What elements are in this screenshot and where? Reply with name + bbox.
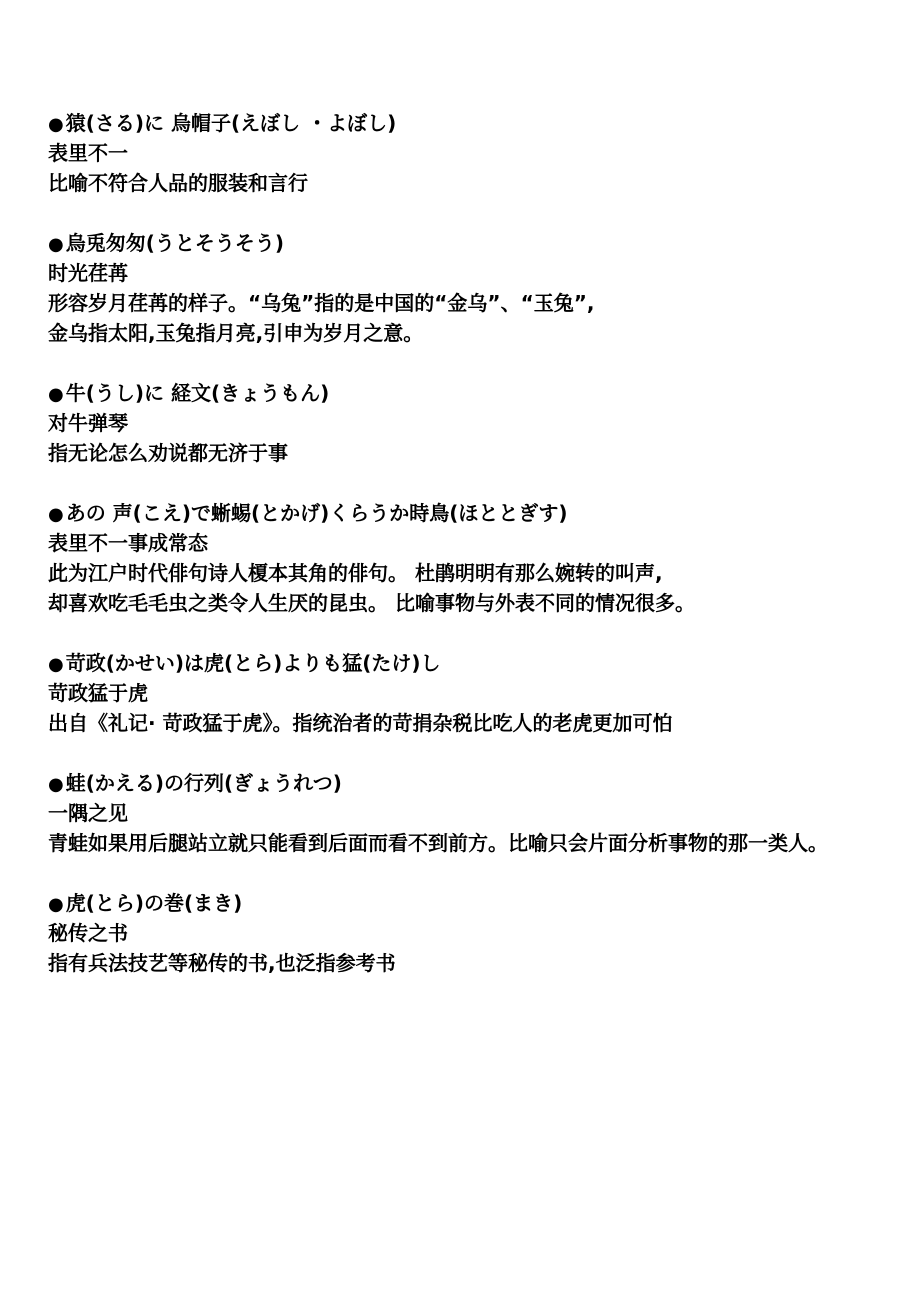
entry-heading xyxy=(48,108,908,138)
entry-line: 出自《礼记· 苛政猛于虎》。指统治者的苛捐杂税比吃人的老虎更加可怕 xyxy=(48,711,673,735)
entry-saru xyxy=(48,108,908,198)
bullet-icon: ● xyxy=(48,234,64,255)
entry-heading-text: 虎(とら)の巻(まき) xyxy=(65,891,243,915)
entry-line: 对牛弹琴 xyxy=(48,411,128,435)
bullet-icon: ● xyxy=(48,504,64,525)
entry-heading-text: 蛙(かえる)の行列(ぎょうれつ) xyxy=(65,771,342,795)
entry-line: 指无论怎么劝说都无济于事 xyxy=(48,441,288,465)
entry-line: 比喻不符合人品的服装和言行 xyxy=(48,171,308,195)
entry-heading xyxy=(48,648,908,678)
entry-line: 一隅之见 xyxy=(48,801,128,825)
document-body xyxy=(48,108,908,1008)
entry-heading-text: 猿(さる)に 烏帽子(えぼし ・よぼし) xyxy=(65,111,397,135)
bullet-icon: ● xyxy=(48,114,64,135)
entry-heading-text: 牛(うし)に 経文(きょうもん) xyxy=(65,381,330,405)
bullet-icon: ● xyxy=(48,774,64,795)
entry-line: 金乌指太阳,玉兔指月亮,引申为岁月之意。 xyxy=(48,321,424,345)
entry-heading xyxy=(48,378,908,408)
entry-line: 却喜欢吃毛毛虫之类令人生厌的昆虫。 比喻事物与外表不同的情况很多。 xyxy=(48,591,695,615)
entry-heading xyxy=(48,228,908,258)
entry-line: 青蛙如果用后腿站立就只能看到后面而看不到前方。比喻只会片面分析事物的那一类人。 xyxy=(48,831,828,855)
entry-line: 指有兵法技艺等秘传的书,也泛指参考书 xyxy=(48,951,396,975)
entry-line: 苛政猛于虎 xyxy=(48,681,148,705)
entry-heading-text: 苛政(かせい)は虎(とら)よりも猛(たけ)し xyxy=(65,651,441,675)
entry-heading-text: 烏兎匆匆(うとそうそう) xyxy=(65,231,284,255)
entry-hototogisu xyxy=(48,498,908,618)
entry-uto xyxy=(48,228,908,348)
entry-heading xyxy=(48,768,908,798)
entry-line: 形容岁月荏苒的样子。“乌兔”指的是中国的“金乌”、“玉兔”, xyxy=(48,291,595,315)
entry-line: 表里不一事成常态 xyxy=(48,531,208,555)
bullet-icon: ● xyxy=(48,894,64,915)
entry-heading xyxy=(48,498,908,528)
bullet-icon: ● xyxy=(48,384,64,405)
entry-heading-text: あの 声(こえ)で蜥蜴(とかげ)くらうか時鳥(ほととぎす) xyxy=(65,501,568,525)
entry-ushi xyxy=(48,378,908,468)
entry-kasei xyxy=(48,648,908,738)
entry-line: 表里不一 xyxy=(48,141,128,165)
bullet-icon: ● xyxy=(48,654,64,675)
entry-line: 时光荏苒 xyxy=(48,261,128,285)
entry-tora xyxy=(48,888,908,978)
entry-heading xyxy=(48,888,908,918)
entry-line: 秘传之书 xyxy=(48,921,128,945)
entry-line: 此为江户时代俳句诗人榎本其角的俳句。 杜鹃明明有那么婉转的叫声, xyxy=(48,561,663,585)
entry-kaeru xyxy=(48,768,908,858)
